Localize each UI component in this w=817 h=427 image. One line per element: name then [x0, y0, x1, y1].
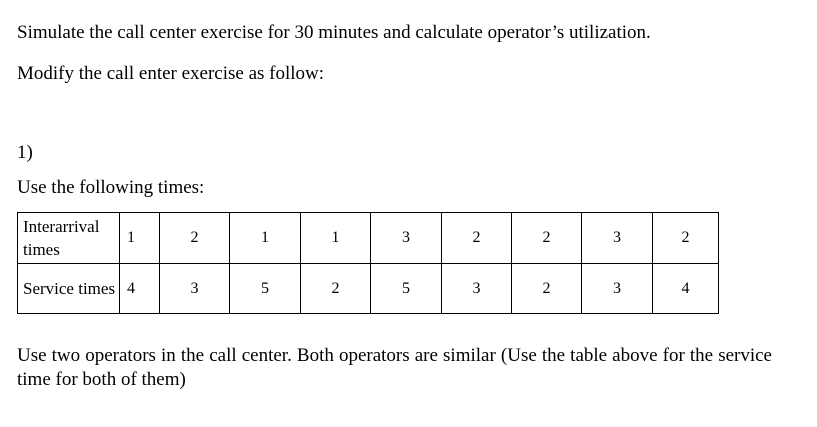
table-cell: 3 [582, 213, 653, 264]
table-cell: 3 [582, 264, 653, 314]
interarrival-row [18, 213, 719, 264]
table-cell: 2 [653, 213, 719, 264]
section-number: 1) [17, 142, 33, 163]
table-cell: 3 [371, 213, 442, 264]
table-cell: 2 [512, 264, 582, 314]
table-cell: 3 [442, 264, 512, 314]
table-cell: 5 [230, 264, 301, 314]
table-cell: 1 [301, 213, 371, 264]
table-cell: 1 [230, 213, 301, 264]
service-row [18, 264, 719, 314]
table-cell: 3 [160, 264, 230, 314]
row-label: Interarrival times [18, 213, 120, 264]
table-cell: 4 [120, 264, 160, 314]
table-cell: 1 [120, 213, 160, 264]
times-table [17, 212, 719, 314]
table-cell: 4 [653, 264, 719, 314]
table-cell: 5 [371, 264, 442, 314]
times-heading: Use the following times: [17, 177, 205, 198]
row-label: Service times [18, 264, 120, 314]
table-cell: 2 [512, 213, 582, 264]
table-cell: 2 [160, 213, 230, 264]
modify-instruction: Modify the call enter exercise as follow: [17, 63, 325, 84]
operators-paragraph: Use two operators in the call center. Both operators are similar (Use the table above for the service time for both of them) [17, 345, 772, 390]
table-cell: 2 [301, 264, 371, 314]
instruction-line: Simulate the call center exercise for 30 minutes and calculate operator’s utilization. [17, 22, 651, 43]
table-cell: 2 [442, 213, 512, 264]
